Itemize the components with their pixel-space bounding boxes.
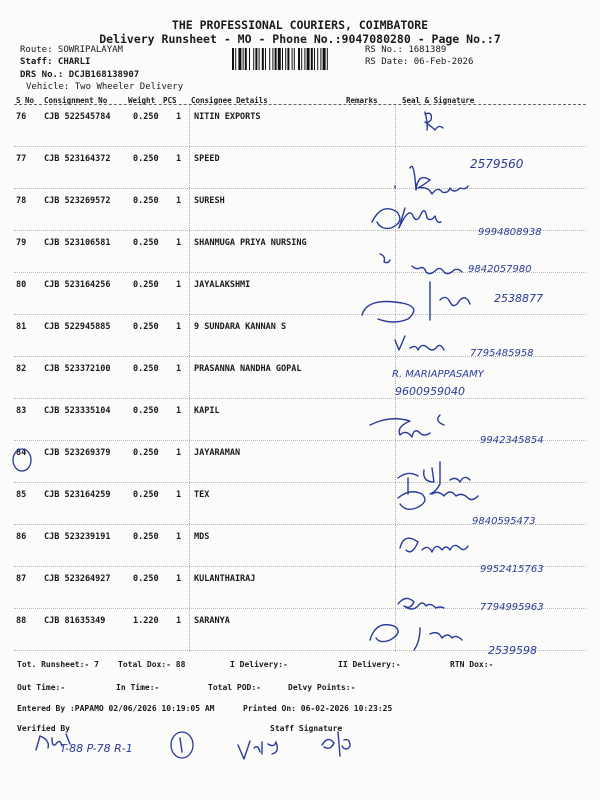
row-consignee: NITIN EXPORTS xyxy=(194,112,261,122)
row-weight: 0.250 xyxy=(133,196,159,206)
row-pcs: 1 xyxy=(176,490,182,500)
verified-marks: T-88 P-78 R-1 xyxy=(60,742,133,755)
row-weight: 0.250 xyxy=(133,406,159,416)
row-consignee: JAYALAKSHMI xyxy=(194,280,251,290)
row-sno: 81 xyxy=(16,322,27,332)
signature-row-85 xyxy=(398,462,470,494)
row-pcs: 1 xyxy=(176,154,182,164)
row-sno: 87 xyxy=(16,574,27,584)
row-consignment-no: CJB 523264927 xyxy=(44,574,111,584)
row-pcs: 1 xyxy=(176,448,182,458)
col-consignee: Consignee Details xyxy=(191,96,268,105)
row88b-phone: 2539598 xyxy=(488,644,537,657)
col-remarks: Remarks xyxy=(346,96,378,105)
col-weight: Weight xyxy=(128,96,156,105)
row-consignee: SURESH xyxy=(194,196,225,206)
signature-row-80 xyxy=(412,266,462,274)
row-consignee: PRASANNA NANDHA GOPAL xyxy=(194,364,302,374)
row-consignment-no: CJB 523164256 xyxy=(44,280,111,290)
row-sno: 88 xyxy=(16,616,27,626)
row-sno: 80 xyxy=(16,280,27,290)
signature-row-76 xyxy=(425,112,443,130)
verified-by-label: Verified By xyxy=(17,724,70,733)
row-consignment-no: CJB 523164372 xyxy=(44,154,111,164)
circle-mark xyxy=(171,732,193,758)
row83-name: R. MARIAPPASAMY xyxy=(392,369,484,380)
row-consignment-no: CJB 522545784 xyxy=(44,112,111,122)
signature-row-81 xyxy=(362,282,470,322)
row-sno: 82 xyxy=(16,364,27,374)
row87-phone: 9952415763 xyxy=(480,564,544,575)
row-pcs: 1 xyxy=(176,238,182,248)
row-weight: 0.250 xyxy=(133,532,159,542)
row-consignment-no: CJB 523372100 xyxy=(44,364,111,374)
row-pcs: 1 xyxy=(176,532,182,542)
ii-delivery: II Delivery:- xyxy=(338,660,401,669)
staff-signature-label: Staff Signature xyxy=(270,724,343,733)
row-pcs: 1 xyxy=(176,322,182,332)
row84-circle-mark xyxy=(13,449,31,471)
col-consignment: Consignment No xyxy=(44,96,108,105)
company-title: THE PROFESSIONAL COURIERS, COIMBATORE xyxy=(171,18,429,32)
signature-row-79-mark xyxy=(380,254,390,263)
row80-phone: 9842057980 xyxy=(468,264,532,275)
tot-runsheet: Tot. Runsheet:- 7 xyxy=(17,660,99,669)
row-pcs: 1 xyxy=(176,112,182,122)
row-weight: 0.250 xyxy=(133,322,159,332)
in-time: In Time:- xyxy=(116,683,160,692)
route-label: Route: SOWRIPALAYAM xyxy=(20,45,123,55)
row-consignment-no: CJB 523106581 xyxy=(44,238,111,248)
row-weight: 0.250 xyxy=(133,154,159,164)
out-time: Out Time:- xyxy=(17,683,66,692)
col-pcs: PCS xyxy=(163,96,177,105)
row-consignment-no: CJB 523269379 xyxy=(44,448,111,458)
signature-row-77 xyxy=(395,166,468,194)
col-seal-signature: Seal & Signature xyxy=(402,96,475,105)
col-sno: S No xyxy=(16,96,35,105)
row-pcs: 1 xyxy=(176,574,182,584)
row-sno: 78 xyxy=(16,196,27,206)
row-consignee: MDS xyxy=(194,532,210,542)
rs-date: RS Date: 06-Feb-2026 xyxy=(365,57,474,67)
row-weight: 0.250 xyxy=(133,112,159,122)
row-weight: 0.250 xyxy=(133,364,159,374)
signature-row-78 xyxy=(372,208,441,228)
row-weight: 0.250 xyxy=(133,490,159,500)
row-weight: 1.220 xyxy=(133,616,159,626)
row-sno: 86 xyxy=(16,532,27,542)
vehicle-label: Vehicle: Two Wheeler Delivery xyxy=(26,82,184,92)
row-sno: 77 xyxy=(16,154,27,164)
row-weight: 0.250 xyxy=(133,238,159,248)
row-weight: 0.250 xyxy=(133,448,159,458)
row-sno: 83 xyxy=(16,406,27,416)
row-consignee: SPEED xyxy=(194,154,220,164)
row-consignment-no: CJB 523164259 xyxy=(44,490,111,500)
i-delivery: I Delivery:- xyxy=(230,660,288,669)
entered-by: Entered By :PAPAMO 02/06/2026 10:19:05 AM xyxy=(17,704,215,713)
row-consignee: 9 SUNDARA KANNAN S xyxy=(194,322,287,332)
rtn-dox: RTN Dox:- xyxy=(450,660,494,669)
circle-mark-stroke xyxy=(180,738,182,752)
row83-phone: 9600959040 xyxy=(395,385,465,398)
row81-phone: 2538877 xyxy=(494,292,543,305)
signature-row-88 xyxy=(398,598,444,609)
signature-row-86 xyxy=(398,492,478,510)
signature-row-82 xyxy=(395,336,444,350)
row-pcs: 1 xyxy=(176,196,182,206)
row-consignment-no: CJB 523335104 xyxy=(44,406,111,416)
signature-row-84 xyxy=(370,415,444,437)
row-pcs: 1 xyxy=(176,406,182,416)
row-consignment-no: CJB 522945885 xyxy=(44,322,111,332)
total-pod: Total POD:- xyxy=(208,683,261,692)
drs-number: DRS No.: DCJB168138907 xyxy=(20,70,140,80)
row79-phone: 9994808938 xyxy=(478,227,542,238)
row88-phone: 7794995963 xyxy=(480,602,544,613)
row-sno: 79 xyxy=(16,238,27,248)
row82-phone: 7795485958 xyxy=(470,348,534,359)
row-consignment-no: CJB 81635349 xyxy=(44,616,106,626)
row-consignee: JAYARAMAN xyxy=(194,448,241,458)
signature-row-88-b xyxy=(370,625,462,650)
staff-label: Staff: CHARLI xyxy=(20,57,91,67)
row-weight: 0.250 xyxy=(133,280,159,290)
row-consignment-no: CJB 523239191 xyxy=(44,532,111,542)
row-pcs: 1 xyxy=(176,616,182,626)
row-pcs: 1 xyxy=(176,364,182,374)
rs-number: RS No.: 1681389 xyxy=(365,45,447,55)
row-weight: 0.250 xyxy=(133,574,159,584)
row-consignee: TEX xyxy=(194,490,210,500)
row84-phone: 9942345854 xyxy=(480,435,544,446)
row-consignee: KAPIL xyxy=(194,406,220,416)
delvy-points: Delvy Points:- xyxy=(288,683,356,692)
row-consignee: SHANMUGA PRIYA NURSING xyxy=(194,238,307,248)
staff-initials xyxy=(322,732,350,756)
row-consignee: KULANTHAIRAJ xyxy=(194,574,256,584)
runsheet-subtitle: Delivery Runsheet - MO - Phone No.:9047080280 - Page No.:7 xyxy=(99,32,501,46)
row-sno: 76 xyxy=(16,112,27,122)
row77-phone: 2579560 xyxy=(470,157,524,171)
signature-row-87 xyxy=(400,538,468,552)
staff-signature-scribble xyxy=(238,741,277,759)
printed-on: Printed On: 06-02-2026 10:23:25 xyxy=(243,704,393,713)
row-sno: 85 xyxy=(16,490,27,500)
row-sno: 84 xyxy=(16,448,27,458)
total-dox: Total Dox:- 88 xyxy=(118,660,186,669)
row-pcs: 1 xyxy=(176,280,182,290)
row86-phone: 9840595473 xyxy=(472,516,536,527)
row-consignee: SARANYA xyxy=(194,616,230,626)
row-consignment-no: CJB 523269572 xyxy=(44,196,111,206)
